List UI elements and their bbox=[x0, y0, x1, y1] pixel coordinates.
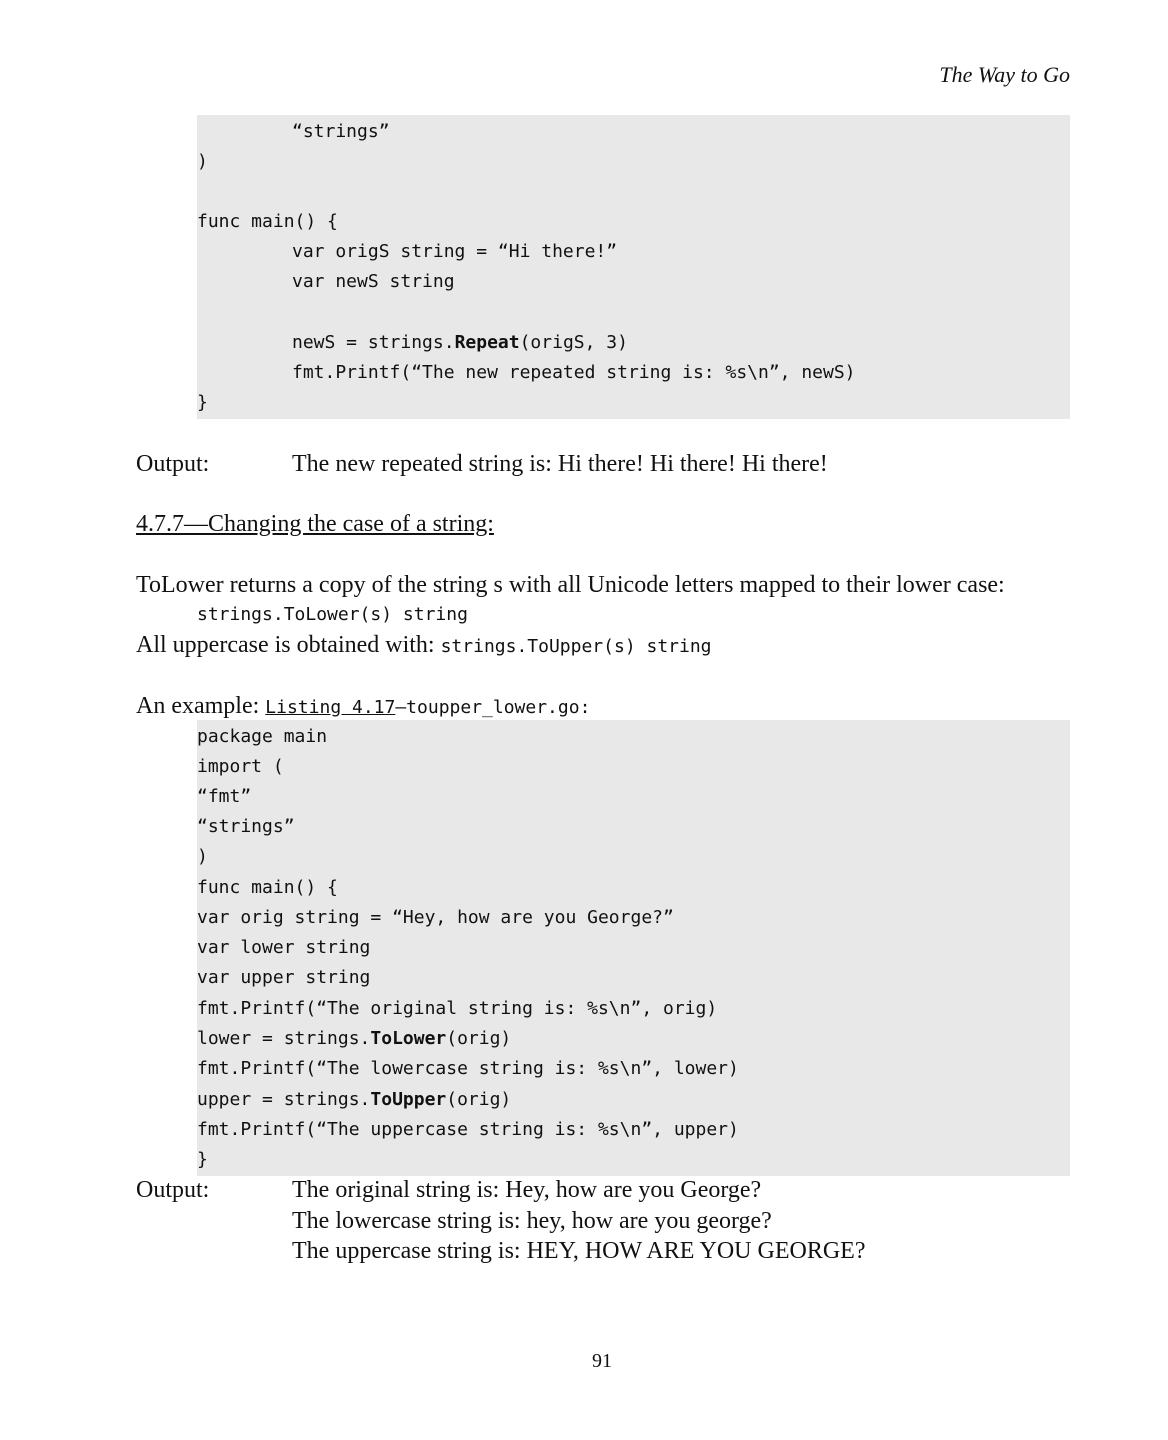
code-line: var upper string bbox=[197, 967, 371, 988]
code-line: fmt.Printf(“The new repeated string is: %s\n”, newS) bbox=[292, 362, 856, 383]
listing-filename: —toupper_lower.go: bbox=[395, 697, 591, 718]
code-line: } bbox=[197, 392, 208, 413]
code-keyword-bold: ToLower bbox=[370, 1028, 447, 1049]
code-fragment: newS = strings. bbox=[292, 332, 455, 353]
example-line bbox=[136, 691, 590, 723]
code-fragment: upper = strings. bbox=[197, 1089, 371, 1110]
output-text: The new repeated string is: Hi there! Hi there! Hi there! bbox=[292, 451, 828, 477]
toupper-prefix: All uppercase is obtained with: bbox=[136, 632, 435, 658]
code-fragment: (origS, 3) bbox=[519, 332, 628, 353]
example-prefix: An example: bbox=[136, 693, 260, 719]
code-line: func main() { bbox=[197, 211, 338, 232]
code-line: ) bbox=[197, 846, 208, 867]
code-line bbox=[292, 328, 628, 358]
code-keyword-bold: ToUpper bbox=[370, 1089, 447, 1110]
code-block-repeat bbox=[197, 115, 1070, 419]
output-label: Output: bbox=[136, 451, 210, 477]
code-line: “strings” bbox=[197, 816, 295, 837]
code-line bbox=[197, 1085, 511, 1115]
code-line: fmt.Printf(“The lowercase string is: %s\n”, lower) bbox=[197, 1058, 739, 1079]
code-line: var orig string = “Hey, how are you George?” bbox=[197, 907, 674, 928]
section-heading: 4.7.7—Changing the case of a string: bbox=[136, 511, 494, 537]
output-text: The original string is: Hey, how are you George? bbox=[292, 1177, 762, 1203]
code-line: var newS string bbox=[292, 271, 455, 292]
output-text: The lowercase string is: hey, how are you george? bbox=[292, 1208, 772, 1234]
code-line: fmt.Printf(“The uppercase string is: %s\n”, upper) bbox=[197, 1119, 739, 1140]
code-fragment: (orig) bbox=[446, 1089, 512, 1110]
code-line: var origS string = “Hi there!” bbox=[292, 241, 618, 262]
code-fragment: lower = strings. bbox=[197, 1028, 371, 1049]
code-line: fmt.Printf(“The original string is: %s\n”, orig) bbox=[197, 998, 718, 1019]
listing-link[interactable]: Listing 4.17 bbox=[265, 697, 396, 718]
toupper-line bbox=[136, 630, 712, 662]
code-line: “fmt” bbox=[197, 786, 252, 807]
code-line: import ( bbox=[197, 756, 284, 777]
code-keyword-bold: Repeat bbox=[454, 332, 520, 353]
toupper-signature: strings.ToUpper(s) string bbox=[440, 636, 712, 657]
code-line: } bbox=[197, 1149, 208, 1170]
code-line bbox=[197, 1024, 511, 1054]
code-fragment: (orig) bbox=[446, 1028, 512, 1049]
tolower-description: ToLower returns a copy of the string s with all Unicode letters mapped to their lower case: bbox=[136, 572, 1005, 598]
page-number: 91 bbox=[592, 1350, 612, 1372]
code-line: var lower string bbox=[197, 937, 371, 958]
code-block-case bbox=[197, 720, 1070, 1176]
code-line: func main() { bbox=[197, 877, 338, 898]
output-text: The uppercase string is: HEY, HOW ARE YOU GEORGE? bbox=[292, 1238, 866, 1264]
code-line: ) bbox=[197, 151, 208, 172]
output-label: Output: bbox=[136, 1177, 210, 1203]
tolower-signature: strings.ToLower(s) string bbox=[197, 604, 468, 625]
code-line: “strings” bbox=[292, 121, 390, 142]
code-line: package main bbox=[197, 726, 328, 747]
running-head: The Way to Go bbox=[939, 62, 1070, 87]
